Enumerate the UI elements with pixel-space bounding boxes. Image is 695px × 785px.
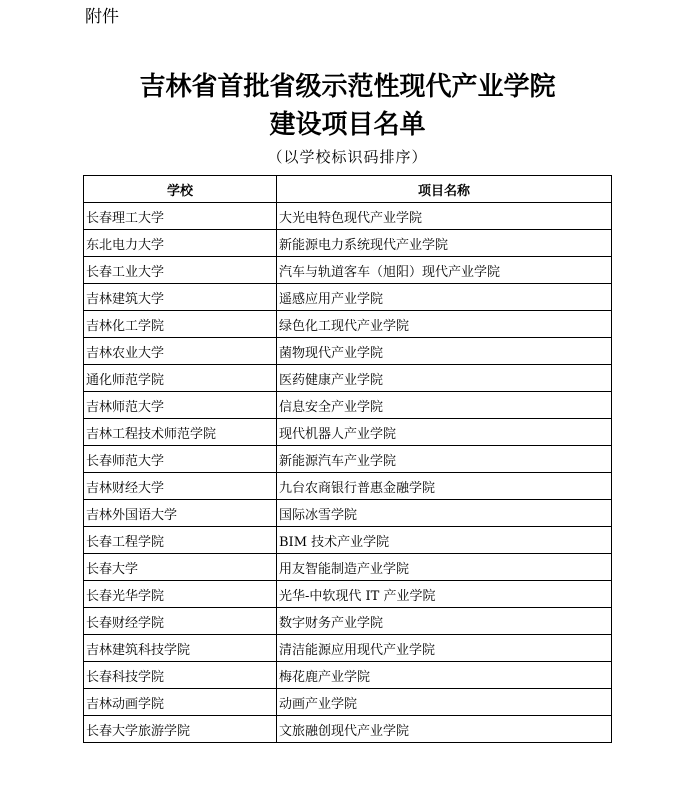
project-name-cell: 九台农商银行普惠金融学院 [277,473,612,500]
project-name-cell: 现代机器人产业学院 [277,419,612,446]
school-name-cell: 吉林建筑科技学院 [84,635,277,662]
school-name-cell: 长春光华学院 [84,581,277,608]
school-name-cell: 吉林动画学院 [84,689,277,716]
school-name-cell: 长春工程学院 [84,527,277,554]
table-row [84,230,612,257]
table-row [84,419,612,446]
table-row [84,311,612,338]
table-row [84,716,612,743]
table-row [84,203,612,230]
column-header-project-name: 项目名称 [277,176,612,203]
school-name-cell: 长春大学 [84,554,277,581]
column-header-school: 学校 [84,176,277,203]
school-name-cell: 吉林师范大学 [84,392,277,419]
project-name-cell: 清洁能源应用现代产业学院 [277,635,612,662]
table-row [84,635,612,662]
table-row [84,689,612,716]
project-name-cell: 动画产业学院 [277,689,612,716]
table-row [84,365,612,392]
school-name-cell: 长春大学旅游学院 [84,716,277,743]
table-row [84,392,612,419]
college-list-table [83,175,612,743]
attachment-label: 附件 [85,7,119,27]
table-row [84,257,612,284]
table-row [84,338,612,365]
school-name-cell: 通化师范学院 [84,365,277,392]
school-name-cell: 吉林化工学院 [84,311,277,338]
school-name-cell: 长春财经学院 [84,608,277,635]
project-name-cell: 国际冰雪学院 [277,500,612,527]
school-name-cell: 吉林财经大学 [84,473,277,500]
project-name-cell: 文旅融创现代产业学院 [277,716,612,743]
project-name-cell: 用友智能制造产业学院 [277,554,612,581]
school-name-cell: 吉林外国语大学 [84,500,277,527]
school-name-cell: 长春工业大学 [84,257,277,284]
school-name-cell: 吉林工程技术师范学院 [84,419,277,446]
project-name-cell: 数字财务产业学院 [277,608,612,635]
table-row [84,473,612,500]
project-name-cell: 大光电特色现代产业学院 [277,203,612,230]
document-title-line-2: 建设项目名单 [269,110,426,140]
project-name-cell: 医药健康产业学院 [277,365,612,392]
project-name-cell: 信息安全产业学院 [277,392,612,419]
project-name-cell: BIM 技术产业学院 [277,527,612,554]
project-name-cell: 光华-中软现代 IT 产业学院 [277,581,612,608]
table-row [84,284,612,311]
project-name-cell: 梅花鹿产业学院 [277,662,612,689]
project-name-cell: 遥感应用产业学院 [277,284,612,311]
table-row [84,527,612,554]
school-name-cell: 长春师范大学 [84,446,277,473]
project-name-cell: 新能源汽车产业学院 [277,446,612,473]
school-name-cell: 长春理工大学 [84,203,277,230]
table-header-row [84,176,612,203]
table-row [84,500,612,527]
school-name-cell: 吉林农业大学 [84,338,277,365]
document-subtitle: （以学校标识码排序） [267,148,428,166]
project-name-cell: 汽车与轨道客车（旭阳）现代产业学院 [277,257,612,284]
table-row [84,608,612,635]
document-title-line-1: 吉林省首批省级示范性现代产业学院 [139,72,556,102]
table-row [84,554,612,581]
table-row [84,662,612,689]
table-row [84,581,612,608]
project-name-cell: 菌物现代产业学院 [277,338,612,365]
project-name-cell: 绿色化工现代产业学院 [277,311,612,338]
table-body [84,203,612,743]
table-row [84,446,612,473]
school-name-cell: 长春科技学院 [84,662,277,689]
project-name-cell: 新能源电力系统现代产业学院 [277,230,612,257]
school-name-cell: 东北电力大学 [84,230,277,257]
school-name-cell: 吉林建筑大学 [84,284,277,311]
